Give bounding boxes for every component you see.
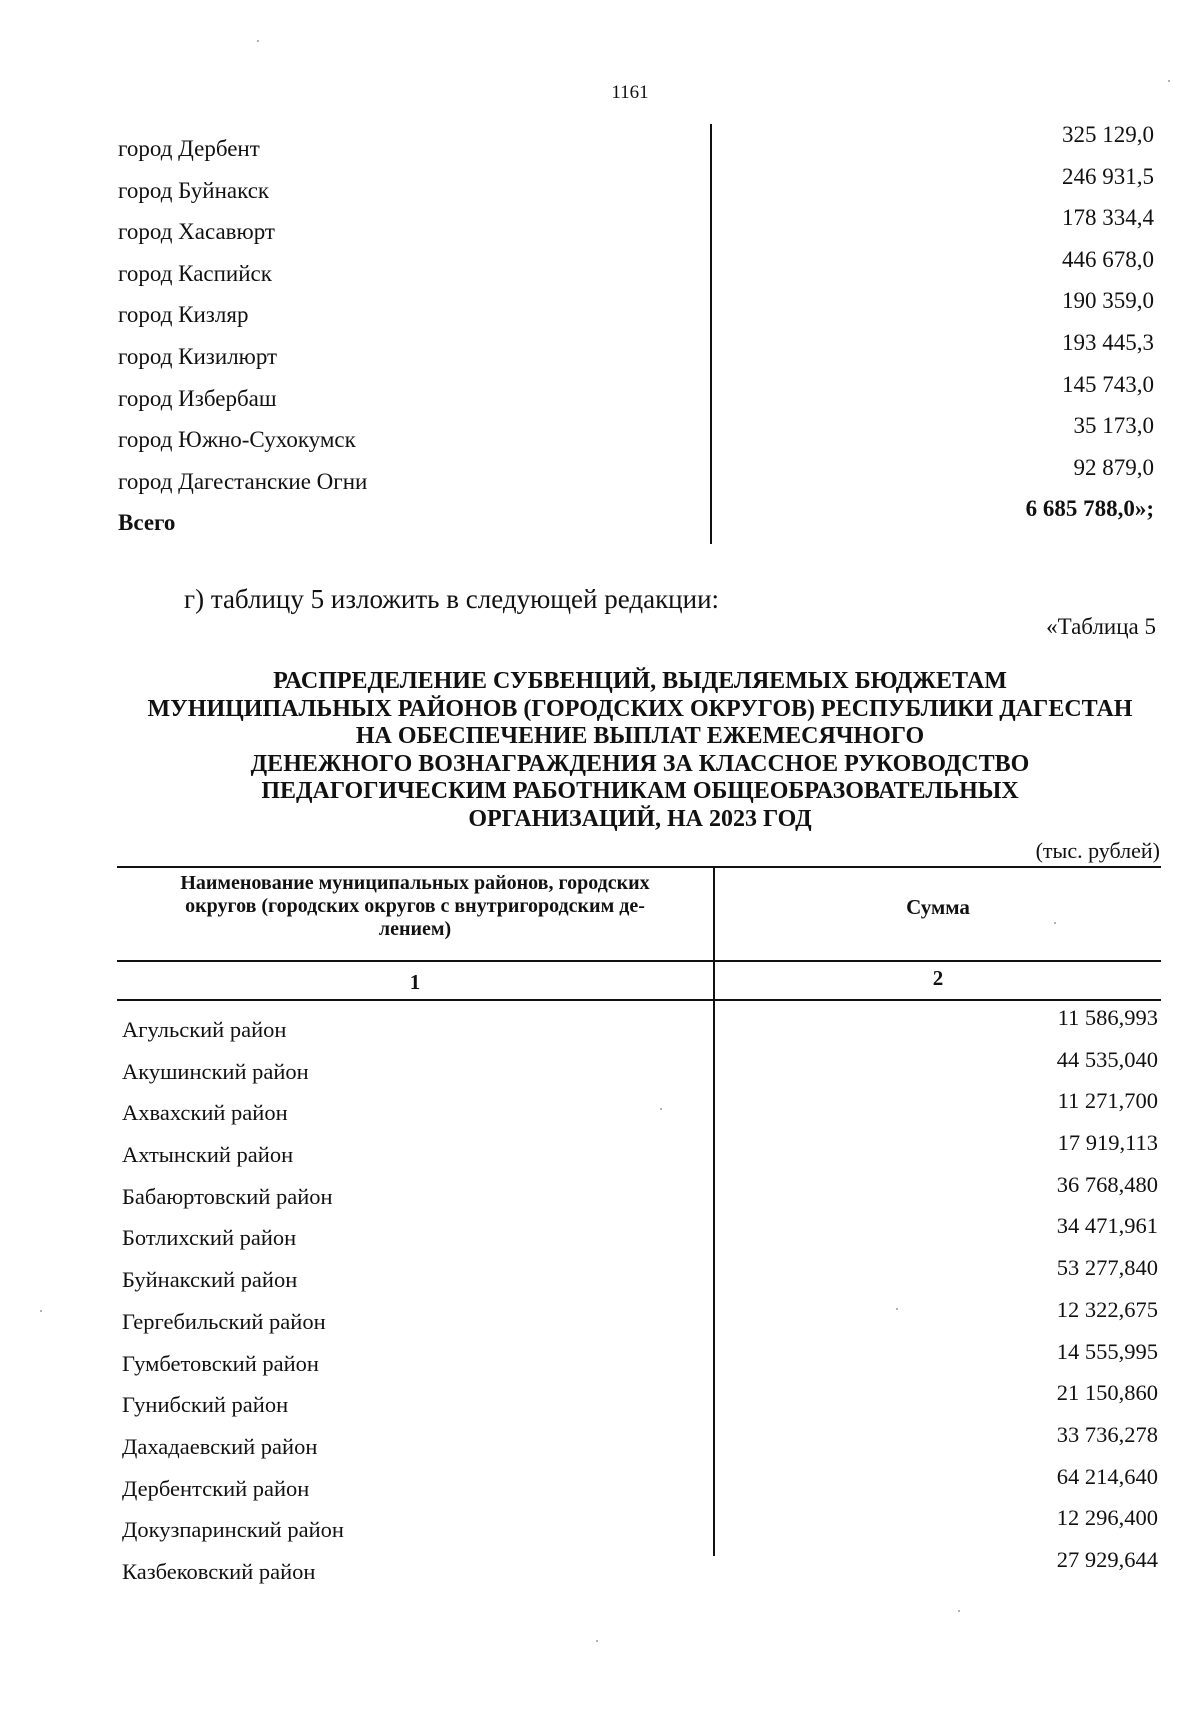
row-amount: 11 586,993 [1057,1005,1158,1030]
row-amount: 12 296,400 [1056,1505,1158,1531]
total-amount: 6 685 788,0»; [1025,496,1154,522]
row-name: Ботлихский район [122,1225,297,1251]
row-name: Казбековский район [122,1558,316,1584]
heading-line: НА ОБЕСПЕЧЕНИЕ ВЫПЛАТ ЕЖЕМЕСЯЧНОГО [355,723,925,749]
row-amount: 64 214,640 [1056,1463,1158,1489]
units-label: (тыс. рублей) [1035,838,1160,863]
table-row [122,1047,1158,1089]
table-heading [100,668,1180,833]
row-name: Гергебильский район [122,1308,326,1334]
table-row [122,1505,1158,1547]
row-name: Ахвахский район [122,1100,288,1126]
table-row [118,372,1154,414]
table-row [118,164,1154,206]
row-amount: 35 173,0 [1073,413,1154,439]
top-table [118,122,1154,538]
row-name: город Дербент [118,136,260,161]
row-name: Гунибский район [122,1392,289,1418]
scan-speck [1054,922,1056,924]
row-name: город Кизилюрт [118,343,278,369]
row-amount: 36 768,480 [1056,1171,1158,1197]
row-amount: 34 471,961 [1056,1213,1158,1239]
table-row [122,1297,1158,1339]
header-bottom-border [117,999,1161,1001]
row-name: Буйнакский район [122,1267,298,1293]
heading-line: РАСПРЕДЕЛЕНИЕ СУБВЕНЦИЙ, ВЫДЕЛЯЕМЫХ БЮДЖЕТАМ [273,668,1007,694]
row-name: Бабаюртовский район [122,1183,333,1209]
header-line: лением) [378,918,452,940]
row-name: Ахтынский район [122,1142,294,1168]
row-name: Агульский район [122,1017,287,1042]
row-amount: 325 129,0 [1062,122,1154,147]
row-amount: 27 929,644 [1056,1546,1158,1572]
table-row [122,1464,1158,1506]
column-number-2: 2 [932,966,944,990]
row-amount: 178 334,4 [1062,205,1154,231]
column-header-amount: Сумма [906,895,970,919]
table-row [122,1255,1158,1297]
row-name: город Хасавюрт [118,219,275,245]
row-amount: 53 277,840 [1056,1255,1158,1281]
row-name: город Буйнакск [118,177,270,203]
scan-speck [896,1308,898,1310]
amendment-instruction: г) таблицу 5 изложить в следующей редакции: [184,584,720,614]
table-row [122,1380,1158,1422]
row-amount: 193 445,3 [1062,329,1154,355]
row-amount: 17 919,113 [1057,1130,1158,1156]
row-amount: 11 271,700 [1057,1088,1158,1114]
main-table [122,1005,1158,1589]
row-amount: 190 359,0 [1062,288,1154,314]
row-name: Гумбетовский район [122,1350,319,1376]
row-name: Докузпаринский район [122,1517,344,1543]
page-number: 1161 [611,82,649,103]
table-row [122,1130,1158,1172]
row-amount: 12 322,675 [1056,1296,1158,1322]
row-amount: 21 150,860 [1056,1380,1158,1406]
table-row [122,1339,1158,1381]
header-line: Наименование муниципальных районов, городских [180,872,650,894]
table-row [122,1005,1158,1047]
table-row [122,1213,1158,1255]
row-name: Дахадаевский район [122,1433,318,1459]
scan-speck [257,40,259,42]
table-row [122,1422,1158,1464]
heading-line: ПЕДАГОГИЧЕСКИМ РАБОТНИКАМ ОБЩЕОБРАЗОВАТЕЛЬНЫХ [261,778,1019,804]
column-header-name [117,872,713,941]
header-line: округов (городских округов с внутригородским де- [185,895,645,917]
scan-speck [596,1640,598,1642]
row-amount: 145 743,0 [1062,371,1154,397]
scan-speck [660,1108,662,1110]
total-row [118,496,1154,538]
table-row [122,1172,1158,1214]
header-divider [117,960,1161,962]
heading-line: МУНИЦИПАЛЬНЫХ РАЙОНОВ (ГОРОДСКИХ ОКРУГОВ) РЕСПУБЛИКИ ДАГЕСТАН [147,695,1133,722]
table-row [118,288,1154,330]
row-amount: 92 879,0 [1073,454,1154,480]
column-number-1: 1 [409,970,421,994]
row-amount: 446 678,0 [1062,246,1154,272]
row-name: город Кизляр [118,302,249,328]
table-row [118,247,1154,289]
row-amount: 33 736,278 [1056,1421,1158,1447]
row-name: город Каспийск [118,260,272,286]
table-row [118,205,1154,247]
table-row [118,413,1154,455]
table-row [118,330,1154,372]
row-amount: 44 535,040 [1056,1046,1158,1072]
scan-speck [40,1310,42,1312]
table-row [118,122,1154,164]
total-label: Всего [118,510,176,536]
scan-speck [958,1610,960,1612]
row-name: Дербентский район [122,1475,310,1501]
row-name: город Южно-Сухокумск [118,427,356,453]
table-row [122,1547,1158,1589]
table-row [118,455,1154,497]
row-name: город Дагестанские Огни [118,468,368,494]
row-name: Акушинский район [122,1058,309,1084]
row-amount: 246 931,5 [1062,163,1154,189]
table-row [122,1088,1158,1130]
table-top-border [117,866,1161,868]
table-reference: «Таблица 5 [1046,614,1156,639]
row-name: город Избербаш [118,385,277,411]
row-amount: 14 555,995 [1056,1338,1158,1364]
heading-line: ОРГАНИЗАЦИЙ, НА 2023 ГОД [468,805,812,832]
heading-line: ДЕНЕЖНОГО ВОЗНАГРАЖДЕНИЯ ЗА КЛАССНОЕ РУКОВОДСТВО [250,750,1030,777]
scan-speck [1168,80,1170,82]
